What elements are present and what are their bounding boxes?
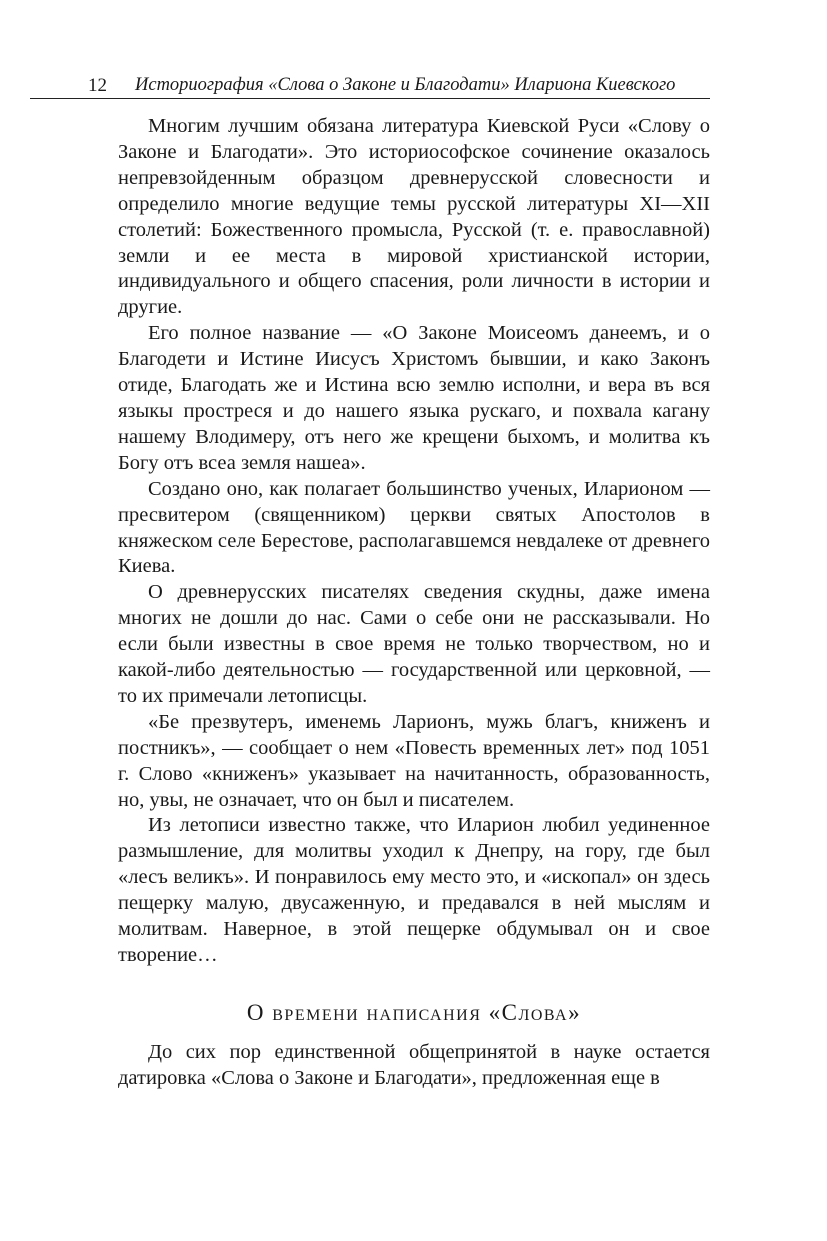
section-heading: О времени написания «Слова»	[246, 1000, 582, 1025]
paragraph: Создано оно, как полагает большинство ученых, Иларионом — пресвитером (священником) церкви святых Апостолов в княжеском селе Берестове, располагавшемся невдалеке от древнего Киева.	[118, 477, 710, 578]
paragraph: О древнерусских писателях сведения скудны, даже имена многих не дошли до нас. Сами о себе они не рассказывали. Но если были известны в свое время не только творчеством, но и какой-либо деятельностью — государственной или церковной, — то их примечали летописцы.	[118, 581, 710, 707]
main-text	[118, 114, 710, 969]
page-header	[88, 74, 710, 100]
paragraph: «Бе презвутеръ, именемь Ларионъ, мужь благъ, книженъ и постникъ», — сообщает о нем «Повесть временных лет» под 1051 г. Слово «книженъ» указывает на начитанность, образованность, но, увы, не означает, что он был и писателем.	[118, 710, 710, 811]
paragraph: Из летописи известно также, что Иларион любил уединенное размышление, для молитвы уходил к Днепру, на гору, где был «лесъ великъ». И понравилось ему место это, и «ископал» он здесь пещерку малую, двусаженную, и предавался в ней мыслям и молитвам. Наверное, в этой пещерке обдумывал он и свое творение…	[118, 814, 710, 966]
section-text	[118, 1040, 710, 1092]
header-rule	[30, 98, 710, 99]
paragraph: До сих пор единственной общепринятой в науке остается датировка «Слова о Законе и Благодати», предложенная еще в	[118, 1041, 710, 1089]
paragraph: Его полное название — «О Законе Моисеомъ данеемъ, и о Благодети и Истине Иисусъ Христомъ бывшии, и како Законъ отиде, Благодать же и Истина всю землю исполни, и вера въ вся языкы простреся и до нашего языка рускаго, и похвала кагану нашему Влодимеру, отъ него же крещени быхомъ, и молитва къ Богу отъ всеа земля нашеа».	[118, 322, 710, 474]
paragraph: Многим лучшим обязана литература Киевской Руси «Слову о Законе и Благодати». Это историософское сочинение оказалось непревзойденным образцом древнерусской словесности и определило многие ведущие темы русской литературы XI—XII столетий: Божественного промысла, Русской (т. е. православной) земли и ее места в мировой христианской истории, индивидуального и общего спасения, роли личности в истории и другие.	[118, 115, 710, 319]
running-title: Историография «Слова о Законе и Благодати» Илариона Киевского	[135, 75, 676, 95]
page-number: 12	[88, 75, 107, 96]
